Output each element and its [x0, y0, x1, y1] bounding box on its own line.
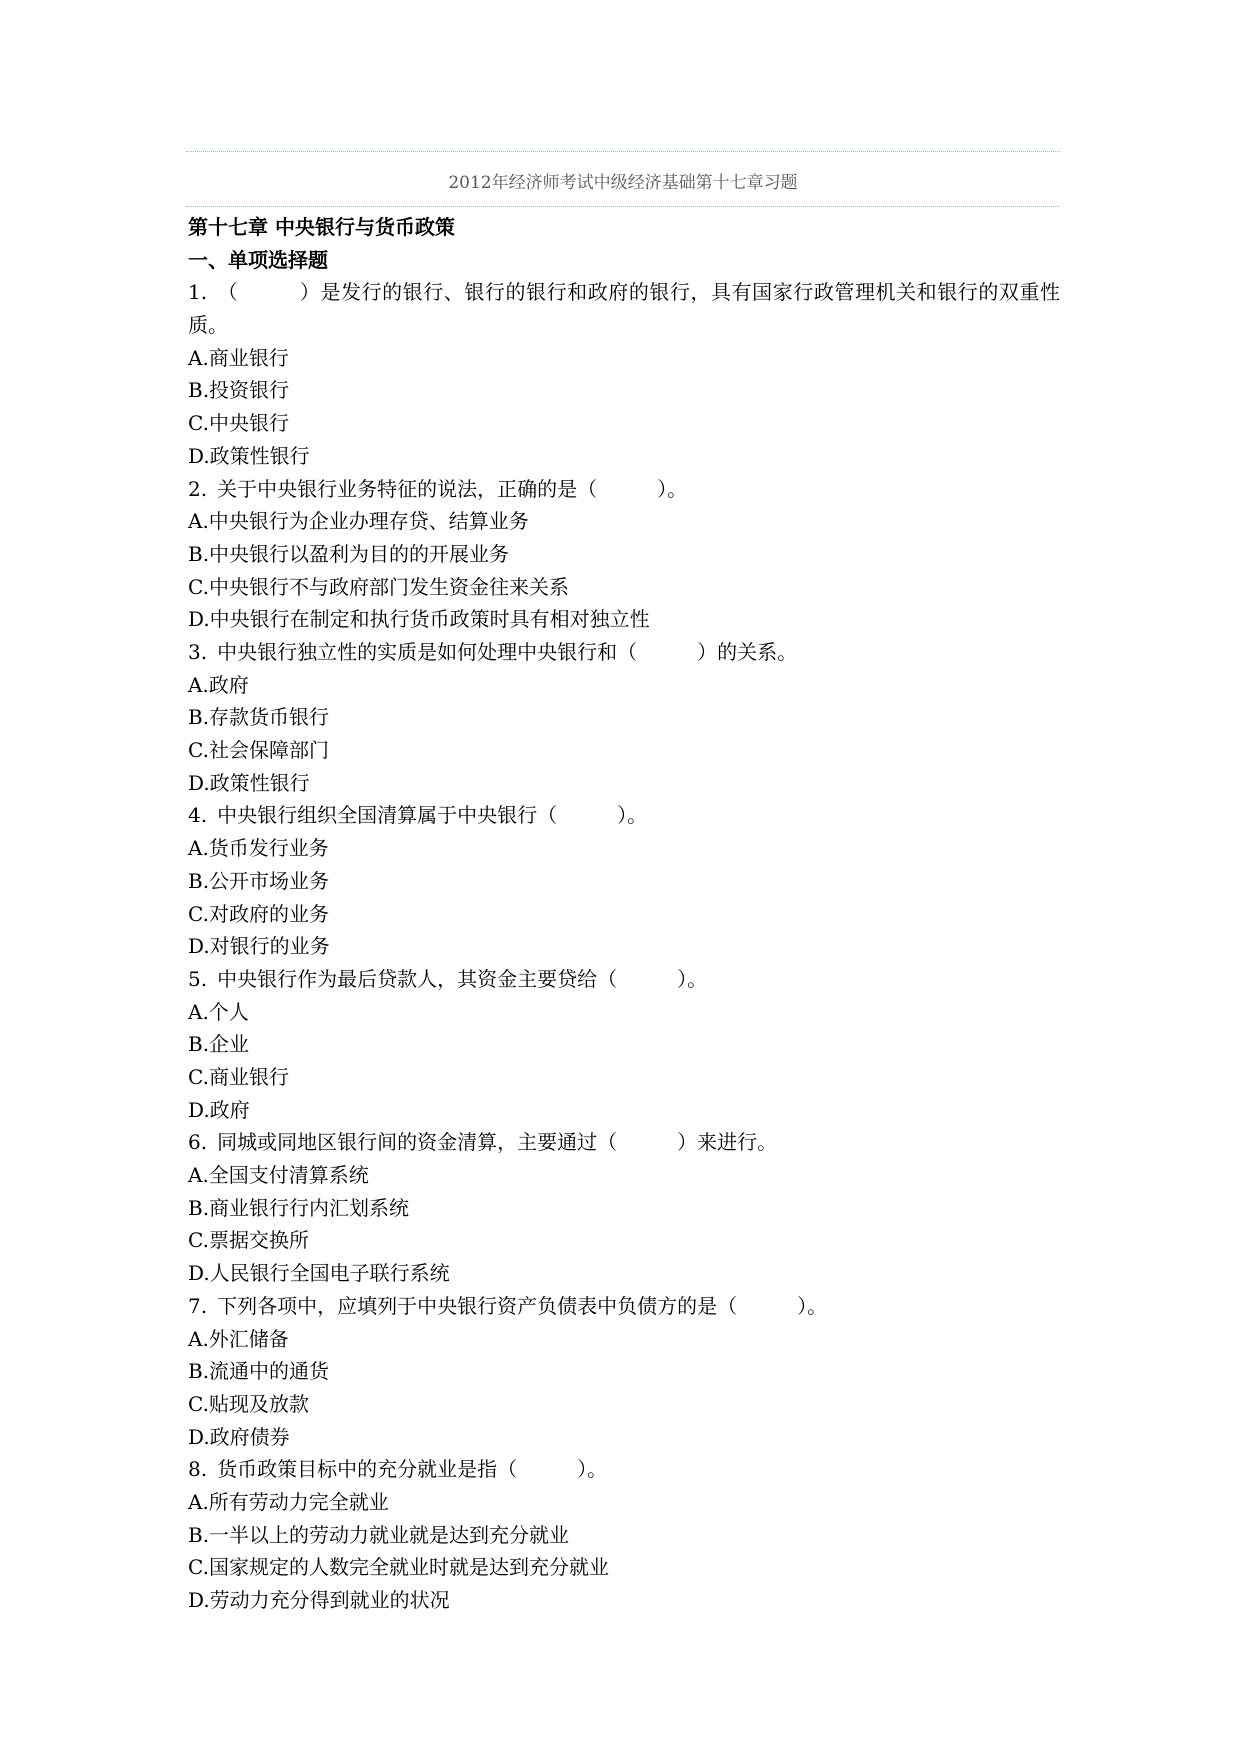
question-stem [188, 1453, 1060, 1486]
answer-option: C.中央银行不与政府部门发生资金往来关系 [188, 574, 569, 599]
question-text: 中央银行独立性的实质是如何处理中央银行和（ ）的关系。 [217, 639, 798, 664]
header-divider-top [186, 151, 1060, 152]
question-number: 6. [188, 1130, 208, 1155]
question-number: 3. [188, 639, 208, 664]
question-number: 1. [188, 280, 208, 305]
question-stem [188, 799, 1060, 832]
question-stem [188, 1126, 1060, 1159]
question-stem [188, 963, 1060, 996]
question-item [188, 276, 1060, 472]
answer-option: C.社会保障部门 [188, 738, 329, 763]
answer-option: C.票据交换所 [188, 1228, 309, 1253]
answer-option: B.企业 [188, 1032, 250, 1057]
question-text: 中央银行作为最后贷款人，其资金主要贷给（ ）。 [217, 966, 708, 991]
question-item [188, 473, 1060, 636]
question-stem [188, 473, 1060, 506]
question-text: 下列各项中，应填列于中央银行资产负债表中负债方的是（ ）。 [217, 1293, 828, 1318]
answer-option: A.所有劳动力完全就业 [188, 1489, 389, 1514]
question-text: 同城或同地区银行间的资金清算，主要通过（ ）来进行。 [217, 1130, 778, 1155]
answer-option: A.全国支付清算系统 [188, 1163, 369, 1188]
answer-option: D.政策性银行 [188, 443, 310, 468]
answer-option: D.对银行的业务 [188, 934, 330, 959]
document-body [188, 211, 1060, 1617]
question-number: 5. [188, 966, 208, 991]
answer-option: B.中央银行以盈利为目的的开展业务 [188, 541, 510, 566]
answer-option: C.商业银行 [188, 1064, 289, 1089]
chapter-heading: 第十七章 中央银行与货币政策 [188, 215, 455, 239]
question-text: 中央银行组织全国清算属于中央银行（ ）。 [217, 803, 648, 828]
answer-option: C.国家规定的人数完全就业时就是达到充分就业 [188, 1555, 609, 1580]
answer-option: B.公开市场业务 [188, 868, 330, 893]
answer-option: B.流通中的通货 [188, 1359, 330, 1384]
answer-option: D.政府债券 [188, 1424, 290, 1449]
question-item [188, 1453, 1060, 1616]
question-number: 2. [188, 476, 208, 501]
question-number: 4. [188, 803, 208, 828]
question-text: （ ）是发行的银行、银行的银行和政府的银行，具有国家行政管理机关和银行的双重性质。 [188, 280, 1060, 338]
answer-option: A.商业银行 [188, 345, 289, 370]
answer-option: A.外汇储备 [188, 1326, 289, 1351]
answer-option: D.政府 [188, 1097, 250, 1122]
question-list [188, 276, 1060, 1616]
question-item [188, 799, 1060, 962]
answer-option: D.政策性银行 [188, 770, 310, 795]
answer-option: A.货币发行业务 [188, 836, 329, 861]
question-stem [188, 276, 1060, 341]
question-text: 货币政策目标中的充分就业是指（ ）。 [217, 1457, 608, 1482]
document-title: 2012年经济师考试中级经济基础第十七章习题 [448, 173, 798, 193]
answer-option: D.中央银行在制定和执行货币政策时具有相对独立性 [188, 607, 650, 632]
question-stem [188, 1290, 1060, 1323]
section-heading: 一、单项选择题 [188, 247, 328, 272]
answer-option: B.存款货币银行 [188, 705, 330, 730]
answer-option: A.政府 [188, 672, 249, 697]
question-stem [188, 636, 1060, 669]
question-text: 关于中央银行业务特征的说法，正确的是（ ）。 [217, 476, 688, 501]
question-item [188, 636, 1060, 799]
question-number: 8. [188, 1457, 208, 1482]
answer-option: C.贴现及放款 [188, 1391, 309, 1416]
answer-option: D.人民银行全国电子联行系统 [188, 1261, 450, 1286]
answer-option: C.中央银行 [188, 411, 289, 436]
answer-option: A.中央银行为企业办理存贷、结算业务 [188, 509, 529, 534]
answer-option: A.个人 [188, 999, 249, 1024]
question-item [188, 963, 1060, 1126]
header-divider-bottom [186, 206, 1060, 207]
answer-option: B.商业银行行内汇划系统 [188, 1195, 410, 1220]
question-item [188, 1290, 1060, 1453]
answer-option: B.一半以上的劳动力就业就是达到充分就业 [188, 1522, 570, 1547]
answer-option: B.投资银行 [188, 378, 290, 403]
question-item [188, 1126, 1060, 1289]
question-number: 7. [188, 1293, 208, 1318]
answer-option: D.劳动力充分得到就业的状况 [188, 1588, 450, 1613]
answer-option: C.对政府的业务 [188, 901, 329, 926]
